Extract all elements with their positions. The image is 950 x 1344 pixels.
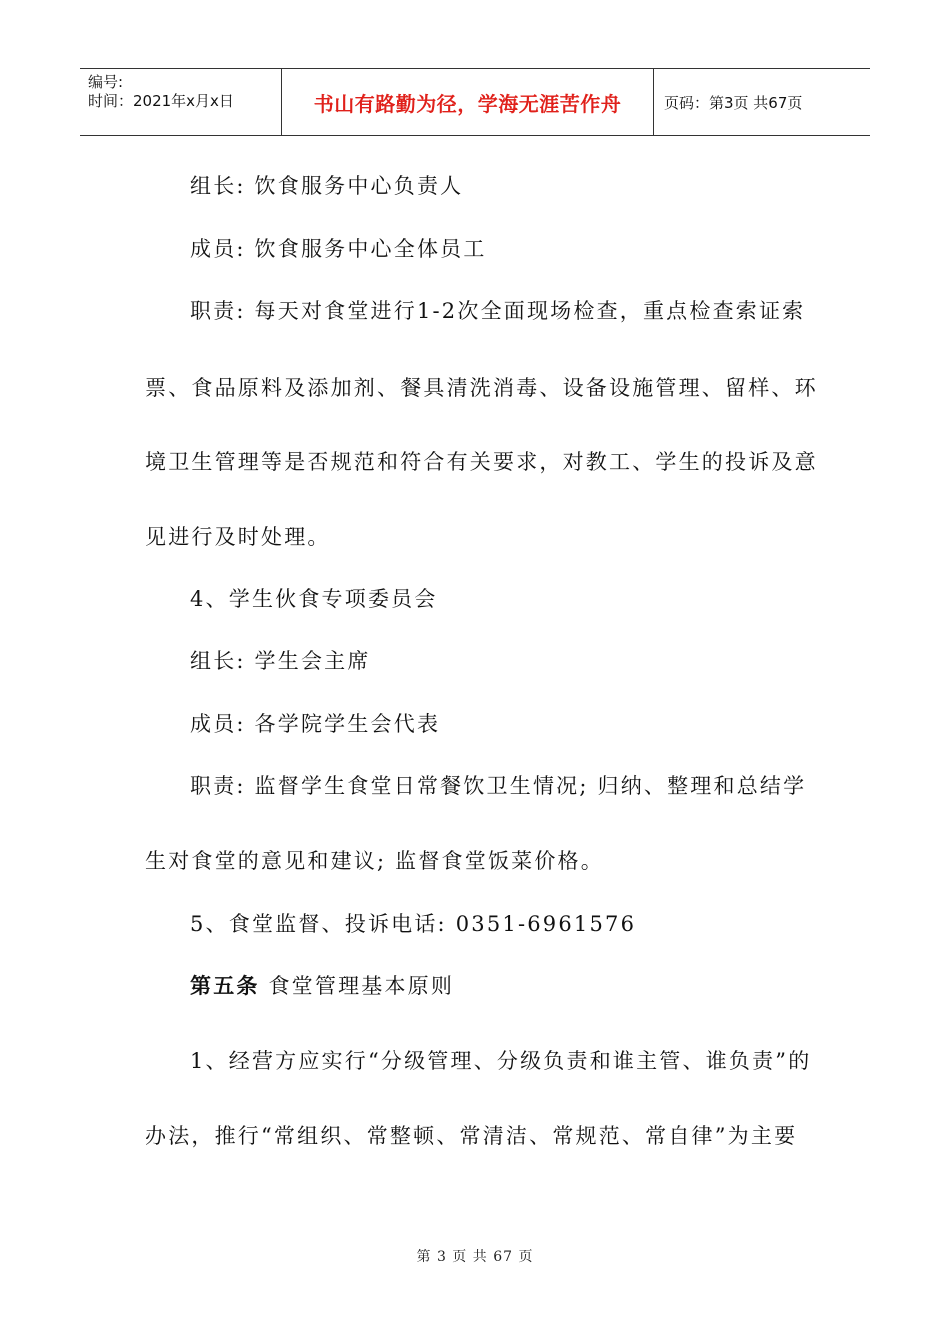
body-line: 办法，推行“常组织、常整顿、常清洁、常规范、常自律”为主要 [145,1124,798,1148]
body-line: 1、经营方应实行“分级管理、分级负责和谁主管、谁负责”的 [190,1049,812,1073]
body-line: 成员: 饮食服务中心全体员工 [190,237,487,261]
body-line: 组长: 学生会主席 [190,649,371,673]
article-heading-number: 第五条 [190,973,260,998]
header-meta [80,69,282,135]
time-label: 时间：2021年x月x日 [88,92,234,110]
page-footer: 第 3 页 共 67 页 [416,1249,534,1265]
body-line: 境卫生管理等是否规范和符合有关要求，对教工、学生的投诉及意 [145,450,818,474]
body-line: 生对食堂的意见和建议; 监督食堂饭菜价格。 [145,849,604,873]
document-header [80,68,870,136]
article-heading [190,970,454,1000]
body-line: 组长: 饮食服务中心负责人 [190,174,464,198]
body-line: 职责: 监督学生食堂日常餐饮卫生情况; 归纳、整理和总结学 [190,774,807,798]
header-motto: 书山有路勤为径，学海无涯苦作舟 [282,69,654,135]
body-line: 5、食堂监督、投诉电话: 0351-6961576 [190,912,637,936]
body-line: 成员: 各学院学生会代表 [190,712,441,736]
body-line: 见进行及时处理。 [145,525,331,549]
number-label: 编号: [88,73,124,91]
body-line: 职责: 每天对食堂进行1-2次全面现场检查，重点检查索证索 [190,299,806,323]
section-heading: 4、学生伙食专项委员会 [190,587,438,611]
header-page-info: 页码：第3页 共67页 [664,93,803,112]
article-heading-title: 食堂管理基本原则 [259,974,455,998]
body-line: 票、食品原料及添加剂、餐具清洗消毒、设备设施管理、留样、环 [145,376,818,400]
